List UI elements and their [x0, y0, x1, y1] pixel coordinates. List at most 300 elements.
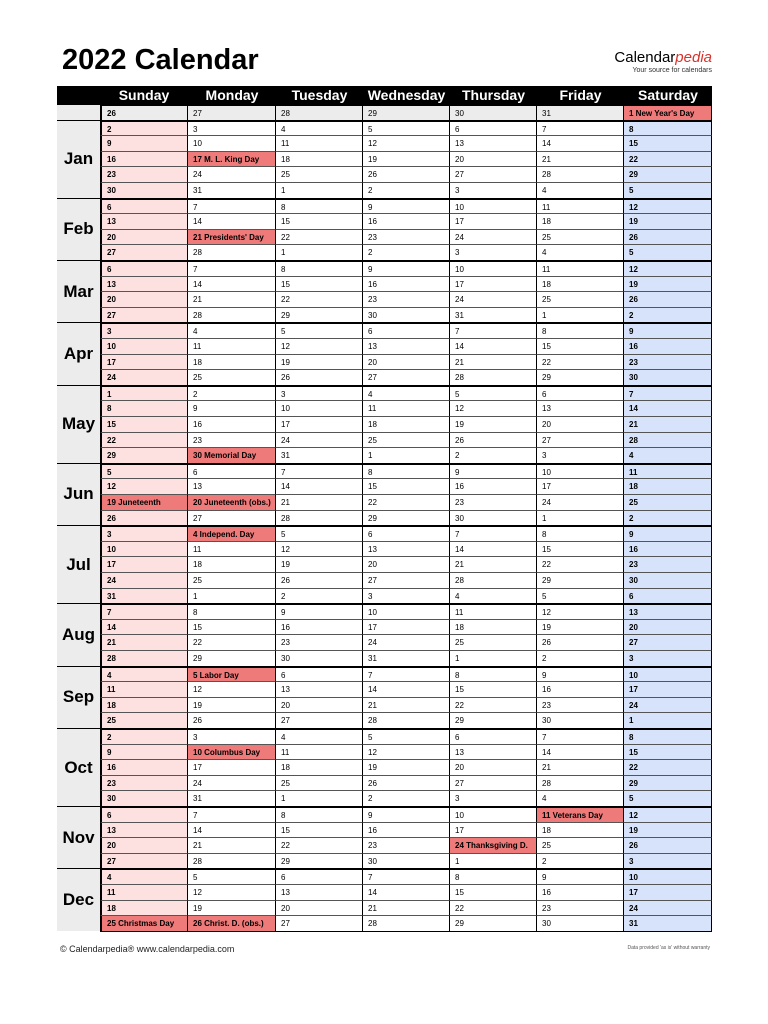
day-cell: 5 — [188, 868, 276, 884]
day-cell: 27 — [100, 307, 188, 323]
day-cell: 21 — [363, 697, 450, 713]
day-cell: 25 — [363, 432, 450, 448]
day-cell: 23 — [537, 697, 624, 713]
day-cell: 20 — [450, 759, 537, 775]
day-cell: 16 — [363, 276, 450, 292]
day-cell: 12 — [450, 400, 537, 416]
day-cell: 9 — [363, 806, 450, 822]
day-cell: 21 — [450, 556, 537, 572]
day-cell: 25 — [624, 494, 712, 510]
day-cell: 4 — [276, 120, 363, 136]
day-cell: 3 — [188, 120, 276, 136]
day-cell: 9 — [537, 868, 624, 884]
day-cell: 6 — [363, 525, 450, 541]
day-cell: 19 — [276, 556, 363, 572]
month-label-aug: Aug — [57, 603, 100, 665]
day-cell: 28 — [100, 650, 188, 666]
day-cell: 17 — [537, 478, 624, 494]
day-cell: 11 — [276, 135, 363, 151]
day-cell: 19 — [537, 619, 624, 635]
day-cell: 11 — [100, 681, 188, 697]
day-cell: 28 — [188, 307, 276, 323]
day-cell: 29 — [363, 104, 450, 120]
day-cell: 25 — [537, 291, 624, 307]
day-cell: 11 — [363, 400, 450, 416]
day-cell: 18 — [537, 822, 624, 838]
holiday-cell: 1 New Year's Day — [624, 104, 712, 120]
day-cell: 30 — [363, 853, 450, 869]
day-cell: 18 — [537, 276, 624, 292]
day-cell: 16 — [450, 478, 537, 494]
day-cell: 8 — [450, 868, 537, 884]
day-cell: 13 — [450, 744, 537, 760]
day-cell: 14 — [363, 884, 450, 900]
weekday-header-friday: Friday — [559, 87, 602, 103]
day-cell: 22 — [624, 151, 712, 167]
day-cell: 7 — [363, 666, 450, 682]
day-cell: 12 — [363, 135, 450, 151]
day-cell: 7 — [450, 525, 537, 541]
day-cell: 2 — [624, 510, 712, 526]
day-cell: 3 — [624, 650, 712, 666]
day-cell: 21 — [537, 151, 624, 167]
day-cell: 17 — [450, 822, 537, 838]
day-cell: 6 — [537, 385, 624, 401]
day-cell: 6 — [276, 666, 363, 682]
logo-brand: Calendar — [614, 49, 676, 66]
day-cell: 18 — [188, 354, 276, 370]
day-cell: 20 — [363, 354, 450, 370]
day-cell: 1 — [276, 182, 363, 198]
day-cell: 7 — [188, 260, 276, 276]
day-cell: 14 — [537, 744, 624, 760]
day-cell: 5 — [624, 182, 712, 198]
day-cell: 22 — [188, 634, 276, 650]
day-cell: 29 — [624, 166, 712, 182]
day-cell: 12 — [624, 806, 712, 822]
day-cell: 25 — [188, 369, 276, 385]
day-cell: 28 — [276, 104, 363, 120]
day-cell: 13 — [276, 884, 363, 900]
day-cell: 2 — [537, 853, 624, 869]
day-cell: 10 — [450, 260, 537, 276]
day-cell: 2 — [537, 650, 624, 666]
day-cell: 20 — [276, 697, 363, 713]
day-cell: 28 — [188, 853, 276, 869]
holiday-cell: 17 M. L. King Day — [188, 151, 276, 167]
day-cell: 8 — [363, 463, 450, 479]
day-cell: 22 — [537, 354, 624, 370]
day-cell: 18 — [188, 556, 276, 572]
day-cell: 1 — [537, 307, 624, 323]
day-cell: 4 — [537, 790, 624, 806]
day-cell: 7 — [100, 603, 188, 619]
day-cell: 1 — [450, 650, 537, 666]
day-cell: 4 — [537, 244, 624, 260]
day-cell: 27 — [624, 634, 712, 650]
day-cell: 30 — [100, 182, 188, 198]
day-cell: 12 — [624, 198, 712, 214]
day-cell: 29 — [537, 369, 624, 385]
day-cell: 23 — [100, 775, 188, 791]
day-cell: 15 — [624, 135, 712, 151]
day-cell: 22 — [100, 432, 188, 448]
day-cell: 16 — [537, 681, 624, 697]
day-cell: 7 — [450, 322, 537, 338]
day-cell: 1 — [450, 853, 537, 869]
day-cell: 26 — [624, 837, 712, 853]
day-cell: 27 — [100, 853, 188, 869]
day-cell: 27 — [450, 166, 537, 182]
day-cell: 11 — [276, 744, 363, 760]
day-cell: 1 — [624, 712, 712, 728]
day-cell: 7 — [537, 728, 624, 744]
day-cell: 7 — [276, 463, 363, 479]
calendar-grid — [57, 86, 712, 944]
day-cell: 22 — [450, 697, 537, 713]
day-cell: 17 — [100, 556, 188, 572]
day-cell: 12 — [100, 478, 188, 494]
day-cell: 28 — [188, 244, 276, 260]
holiday-cell: 19 Juneteenth — [100, 494, 188, 510]
day-cell: 13 — [624, 603, 712, 619]
day-cell: 12 — [188, 884, 276, 900]
day-cell: 22 — [450, 900, 537, 916]
day-cell: 20 — [100, 229, 188, 245]
day-cell: 13 — [100, 822, 188, 838]
day-cell: 2 — [363, 790, 450, 806]
day-cell: 1 — [276, 790, 363, 806]
day-cell: 31 — [450, 307, 537, 323]
day-cell: 25 — [537, 837, 624, 853]
day-cell: 7 — [624, 385, 712, 401]
day-cell: 3 — [188, 728, 276, 744]
day-cell: 20 — [100, 837, 188, 853]
day-cell: 8 — [537, 322, 624, 338]
day-cell: 27 — [363, 572, 450, 588]
day-cell: 29 — [624, 775, 712, 791]
day-cell: 8 — [624, 728, 712, 744]
day-cell: 29 — [276, 853, 363, 869]
day-cell: 15 — [276, 822, 363, 838]
day-cell: 3 — [450, 244, 537, 260]
day-cell: 2 — [363, 182, 450, 198]
day-cell: 23 — [450, 494, 537, 510]
day-cell: 12 — [276, 338, 363, 354]
day-cell: 16 — [188, 416, 276, 432]
day-cell: 5 — [363, 120, 450, 136]
month-label-mar: Mar — [57, 260, 100, 322]
month-label-oct: Oct — [57, 728, 100, 806]
day-cell: 28 — [363, 712, 450, 728]
day-cell: 13 — [188, 478, 276, 494]
day-cell: 24 — [624, 900, 712, 916]
day-cell: 6 — [450, 728, 537, 744]
day-cell: 21 — [624, 416, 712, 432]
day-cell: 8 — [276, 198, 363, 214]
day-cell: 18 — [100, 697, 188, 713]
day-cell: 18 — [100, 900, 188, 916]
day-cell: 26 — [100, 104, 188, 120]
day-cell: 27 — [188, 510, 276, 526]
day-cell: 2 — [363, 244, 450, 260]
day-cell: 24 — [188, 166, 276, 182]
month-label-dec: Dec — [57, 868, 100, 930]
holiday-cell: 20 Juneteenth (obs.) — [188, 494, 276, 510]
day-cell: 17 — [450, 276, 537, 292]
day-cell: 5 — [537, 588, 624, 604]
day-cell: 9 — [363, 260, 450, 276]
day-cell: 16 — [363, 213, 450, 229]
day-cell: 30 — [624, 369, 712, 385]
day-cell: 21 — [450, 354, 537, 370]
day-cell: 15 — [363, 478, 450, 494]
day-cell: 13 — [363, 541, 450, 557]
day-cell: 21 — [188, 291, 276, 307]
day-cell: 12 — [537, 603, 624, 619]
day-cell: 11 — [100, 884, 188, 900]
day-cell: 31 — [276, 447, 363, 463]
day-cell: 23 — [363, 229, 450, 245]
day-cell: 3 — [100, 322, 188, 338]
day-cell: 9 — [624, 322, 712, 338]
day-cell: 29 — [363, 510, 450, 526]
day-cell: 11 — [537, 198, 624, 214]
day-cell: 14 — [363, 681, 450, 697]
day-cell: 16 — [276, 619, 363, 635]
day-cell: 26 — [100, 510, 188, 526]
day-cell: 3 — [100, 525, 188, 541]
day-cell: 31 — [363, 650, 450, 666]
day-cell: 26 — [450, 432, 537, 448]
day-cell: 27 — [188, 104, 276, 120]
day-cell: 22 — [624, 759, 712, 775]
day-cell: 17 — [276, 416, 363, 432]
day-cell: 18 — [537, 213, 624, 229]
day-cell: 19 — [276, 354, 363, 370]
day-cell: 25 — [537, 229, 624, 245]
day-cell: 25 — [276, 775, 363, 791]
day-cell: 27 — [363, 369, 450, 385]
day-cell: 22 — [276, 291, 363, 307]
weekday-header-tuesday: Tuesday — [291, 87, 348, 103]
day-cell: 14 — [276, 478, 363, 494]
day-cell: 19 — [363, 151, 450, 167]
day-cell: 30 — [537, 712, 624, 728]
day-cell: 1 — [276, 244, 363, 260]
day-cell: 21 — [537, 759, 624, 775]
day-cell: 28 — [276, 510, 363, 526]
page-title: 2022 Calendar — [62, 44, 259, 76]
day-cell: 25 — [450, 634, 537, 650]
day-cell: 13 — [100, 213, 188, 229]
month-label-apr: Apr — [57, 322, 100, 384]
day-cell: 14 — [188, 822, 276, 838]
day-cell: 10 — [450, 806, 537, 822]
day-cell: 22 — [537, 556, 624, 572]
day-cell: 13 — [276, 681, 363, 697]
day-cell: 8 — [100, 400, 188, 416]
day-cell: 30 — [537, 915, 624, 931]
day-cell: 9 — [100, 135, 188, 151]
weekday-header-saturday: Saturday — [638, 87, 698, 103]
day-cell: 23 — [537, 900, 624, 916]
day-cell: 6 — [100, 260, 188, 276]
day-cell: 24 — [188, 775, 276, 791]
day-cell: 22 — [276, 837, 363, 853]
day-cell: 19 — [624, 822, 712, 838]
day-cell: 18 — [276, 151, 363, 167]
day-cell: 24 — [624, 697, 712, 713]
holiday-cell: 4 Independ. Day — [188, 525, 276, 541]
day-cell: 8 — [624, 120, 712, 136]
day-cell: 15 — [276, 213, 363, 229]
day-cell: 26 — [188, 712, 276, 728]
holiday-cell: 11 Veterans Day — [537, 806, 624, 822]
day-cell: 3 — [450, 182, 537, 198]
day-cell: 12 — [624, 260, 712, 276]
day-cell: 2 — [450, 447, 537, 463]
day-cell: 2 — [624, 307, 712, 323]
day-cell: 29 — [188, 650, 276, 666]
day-cell: 11 — [188, 541, 276, 557]
day-cell: 1 — [537, 510, 624, 526]
day-cell: 7 — [363, 868, 450, 884]
month-label-blank — [57, 104, 100, 120]
day-cell: 3 — [363, 588, 450, 604]
holiday-cell: 10 Columbus Day — [188, 744, 276, 760]
day-cell: 10 — [363, 603, 450, 619]
day-cell: 23 — [624, 556, 712, 572]
day-cell: 30 — [624, 572, 712, 588]
day-cell: 11 — [188, 338, 276, 354]
day-cell: 28 — [537, 775, 624, 791]
day-cell: 6 — [624, 588, 712, 604]
day-cell: 10 — [188, 135, 276, 151]
day-cell: 24 — [450, 291, 537, 307]
day-cell: 17 — [624, 681, 712, 697]
day-cell: 13 — [450, 135, 537, 151]
month-label-feb: Feb — [57, 198, 100, 260]
day-cell: 2 — [100, 728, 188, 744]
day-cell: 10 — [450, 198, 537, 214]
day-cell: 28 — [450, 369, 537, 385]
day-cell: 23 — [188, 432, 276, 448]
calendarpedia-logo — [614, 50, 712, 75]
day-cell: 2 — [100, 120, 188, 136]
day-cell: 9 — [537, 666, 624, 682]
day-cell: 2 — [188, 385, 276, 401]
weekday-header-sunday: Sunday — [118, 87, 170, 103]
day-cell: 9 — [624, 525, 712, 541]
day-cell: 27 — [450, 775, 537, 791]
day-cell: 26 — [276, 572, 363, 588]
day-cell: 11 — [624, 463, 712, 479]
day-cell: 10 — [624, 868, 712, 884]
weekday-header — [57, 86, 712, 104]
day-cell: 19 — [624, 276, 712, 292]
day-cell: 5 — [624, 244, 712, 260]
day-cell: 15 — [450, 681, 537, 697]
day-cell: 4 — [276, 728, 363, 744]
day-cell: 30 — [363, 307, 450, 323]
day-cell: 20 — [450, 151, 537, 167]
day-cell: 21 — [188, 837, 276, 853]
month-label-jun: Jun — [57, 463, 100, 525]
day-cell: 6 — [100, 806, 188, 822]
day-cell: 6 — [363, 322, 450, 338]
day-cell: 31 — [624, 915, 712, 931]
day-cell: 26 — [624, 229, 712, 245]
day-cell: 5 — [624, 790, 712, 806]
holiday-cell: 30 Memorial Day — [188, 447, 276, 463]
day-cell: 23 — [100, 166, 188, 182]
day-cell: 24 — [450, 229, 537, 245]
day-cell: 9 — [363, 198, 450, 214]
holiday-cell: 21 Presidents' Day — [188, 229, 276, 245]
day-cell: 31 — [188, 182, 276, 198]
day-cell: 17 — [624, 884, 712, 900]
day-cell: 21 — [100, 634, 188, 650]
holiday-cell: 24 Thanksgiving D. — [450, 837, 537, 853]
day-cell: 23 — [624, 354, 712, 370]
day-cell: 24 — [276, 432, 363, 448]
holiday-cell: 25 Christmas Day — [100, 915, 188, 931]
footer-copyright: © Calendarpedia® www.calendarpedia.com — [60, 944, 235, 954]
day-cell: 26 — [363, 775, 450, 791]
day-cell: 11 — [450, 603, 537, 619]
day-cell: 18 — [450, 619, 537, 635]
day-cell: 26 — [363, 166, 450, 182]
day-cell: 9 — [100, 744, 188, 760]
day-cell: 29 — [450, 712, 537, 728]
day-cell: 14 — [624, 400, 712, 416]
day-cell: 15 — [100, 416, 188, 432]
day-cell: 21 — [363, 900, 450, 916]
day-cell: 16 — [624, 338, 712, 354]
day-cell: 8 — [537, 525, 624, 541]
holiday-cell: 5 Labor Day — [188, 666, 276, 682]
day-cell: 24 — [100, 369, 188, 385]
day-cell: 10 — [100, 541, 188, 557]
day-cell: 31 — [188, 790, 276, 806]
day-cell: 19 — [188, 697, 276, 713]
day-cell: 29 — [100, 447, 188, 463]
day-cell: 16 — [537, 884, 624, 900]
day-cell: 18 — [363, 416, 450, 432]
day-cell: 3 — [537, 447, 624, 463]
day-cell: 5 — [100, 463, 188, 479]
day-cell: 25 — [276, 166, 363, 182]
day-cell: 10 — [100, 338, 188, 354]
day-cell: 23 — [363, 837, 450, 853]
day-cell: 30 — [100, 790, 188, 806]
day-cell: 9 — [450, 463, 537, 479]
day-cell: 11 — [537, 260, 624, 276]
day-cell: 4 — [100, 868, 188, 884]
weekday-header-thursday: Thursday — [461, 87, 525, 103]
day-cell: 14 — [537, 135, 624, 151]
day-cell: 10 — [276, 400, 363, 416]
month-label-jan: Jan — [57, 120, 100, 198]
day-cell: 13 — [100, 276, 188, 292]
day-cell: 27 — [276, 712, 363, 728]
month-label-nov: Nov — [57, 806, 100, 868]
day-cell: 12 — [276, 541, 363, 557]
day-cell: 20 — [624, 619, 712, 635]
day-cell: 3 — [450, 790, 537, 806]
day-cell: 20 — [100, 291, 188, 307]
